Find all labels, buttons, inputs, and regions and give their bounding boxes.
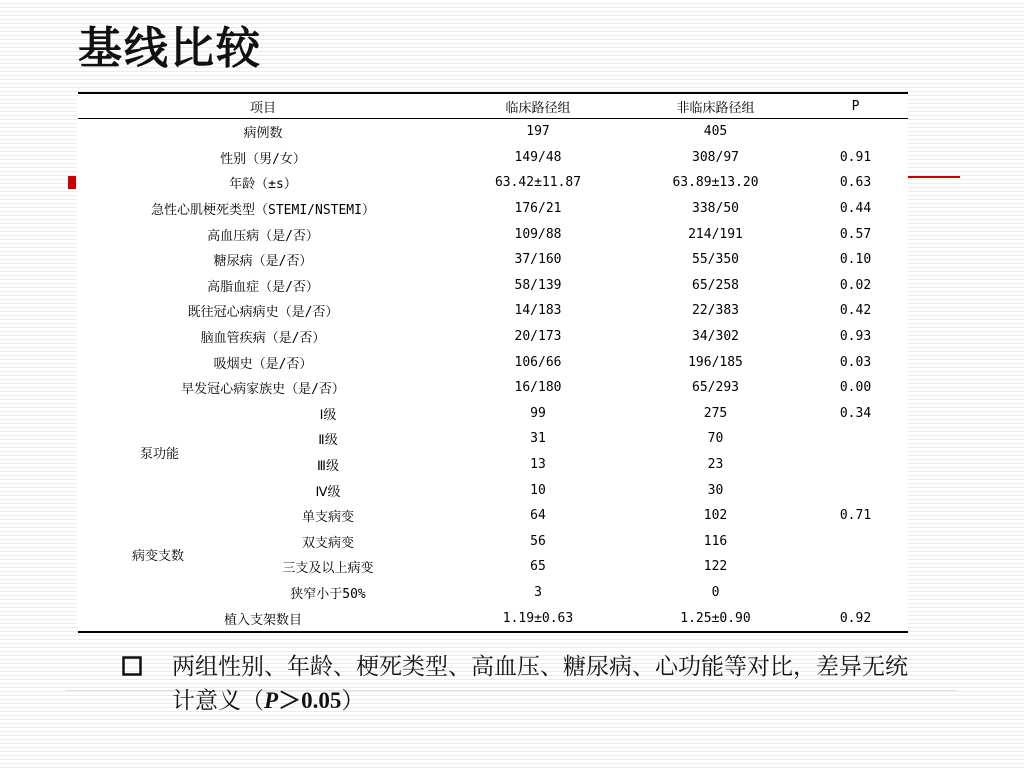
table-row <box>78 477 908 503</box>
decorative-red-square <box>68 176 76 189</box>
cell-p: 0.91 <box>839 149 872 165</box>
cell-item-group <box>78 554 448 580</box>
cell-item: 既往冠心病病史（是/否） <box>187 305 339 321</box>
decorative-red-line <box>908 176 960 178</box>
cell-group-b: 63.89±13.20 <box>672 175 759 191</box>
cell-group-b: 122 <box>703 559 728 575</box>
cell-p: 0.42 <box>839 303 872 319</box>
cell-group-b: 102 <box>703 508 728 524</box>
cell-group-a: 31 <box>530 431 546 447</box>
lesion-sub-label: 三支及以上病变 <box>282 561 374 577</box>
header-group-a: 临床路径组 <box>448 94 628 119</box>
cell-item-group <box>78 452 448 478</box>
cell-group-a: 197 <box>526 124 550 140</box>
table-row <box>78 349 908 375</box>
slide-title: 基线比较 <box>78 23 262 74</box>
cell-item: 性别（男/女） <box>220 151 306 167</box>
cell-p: 0.63 <box>839 175 872 191</box>
cell-group-b: 196/185 <box>688 354 743 370</box>
cell-group-a: 149/48 <box>514 149 562 165</box>
baseline-table <box>78 92 908 633</box>
header-p: P <box>803 94 908 119</box>
pump-sub-label: Ⅱ级 <box>318 433 338 449</box>
cell-item: 糖尿病（是/否） <box>213 254 313 270</box>
cell-p: 0.93 <box>839 329 872 345</box>
cell-group-a: 10 <box>530 482 546 498</box>
cell-item: 急性心肌梗死类型（STEMI/NSTEMI） <box>151 203 375 219</box>
cell-item: 高脂血症（是/否） <box>207 279 319 295</box>
cell-p: 0.03 <box>839 354 872 370</box>
note-close: ） <box>341 688 365 714</box>
table-row <box>78 273 908 299</box>
cell-p: 0.34 <box>839 405 872 421</box>
note-p-value: P＞0.05 <box>264 688 342 713</box>
cell-group-b: 338/50 <box>692 201 739 217</box>
table-row <box>78 196 908 222</box>
cell-p: 0.02 <box>839 277 872 293</box>
cell-p <box>803 119 908 145</box>
pump-sub-label: Ⅰ级 <box>319 407 337 423</box>
cell-group-a: 99 <box>530 405 546 421</box>
lesion-sub-label: 狭窄小于50% <box>290 586 366 602</box>
table-row <box>78 298 908 324</box>
cell-p: 0.57 <box>839 226 872 242</box>
pump-sub-label: Ⅲ级 <box>317 459 339 475</box>
cell-group-b: 405 <box>703 124 728 140</box>
cell-item-group <box>78 477 448 503</box>
cell-item-group <box>78 426 448 452</box>
table-row <box>78 503 908 529</box>
cell-group-b: 22/383 <box>692 303 739 319</box>
table-row <box>78 375 908 401</box>
cell-group-b: 214/191 <box>688 226 743 242</box>
cell-group-b: 65/293 <box>692 380 739 396</box>
cell-group-b: 0 <box>711 584 720 600</box>
header-item: 项目 <box>78 94 448 119</box>
pump-group-label: 泵功能 <box>140 446 180 462</box>
cell-item-group <box>78 529 448 555</box>
cell-group-b: 55/350 <box>692 252 739 268</box>
cell-item-group <box>78 580 448 606</box>
cell-group-a: 37/160 <box>514 252 562 268</box>
cell-group-b: 308/97 <box>692 149 739 165</box>
table-row <box>78 145 908 171</box>
cell-item: 高血压病（是/否） <box>207 228 319 244</box>
lesion-group-label: 病变支数 <box>132 549 185 565</box>
cell-group-a: 20/173 <box>514 329 562 345</box>
table-row <box>78 401 908 427</box>
cell-p: 0.71 <box>839 508 872 524</box>
table-row <box>78 247 908 273</box>
cell-group-b: 275 <box>703 405 728 421</box>
cell-group-b: 116 <box>703 533 728 549</box>
cell-p: 0.44 <box>839 201 872 217</box>
cell-group-b: 34/302 <box>692 329 739 345</box>
cell-p: 0.10 <box>839 252 872 268</box>
table-row <box>78 221 908 247</box>
table-row <box>78 580 908 606</box>
cell-group-a: 109/88 <box>514 226 562 242</box>
cell-group-a: 13 <box>530 457 546 473</box>
cell-group-a: 3 <box>534 584 542 600</box>
cell-item: 年龄（±s） <box>229 177 297 193</box>
cell-item: 病例数 <box>243 126 283 142</box>
cell-group-a: 64 <box>530 508 546 524</box>
cell-group-b: 65/258 <box>692 277 739 293</box>
cell-group-a: 106/66 <box>514 354 562 370</box>
table-row <box>78 324 908 350</box>
cell-p: 0.00 <box>839 380 872 396</box>
cell-group-b: 30 <box>707 482 724 498</box>
cell-item: 早发冠心病家族史（是/否） <box>181 382 345 398</box>
header-group-b: 非临床路径组 <box>628 94 803 119</box>
cell-group-a: 63.42±11.87 <box>494 175 582 191</box>
hollow-square-icon <box>122 656 142 676</box>
table-header-row <box>78 94 908 119</box>
cell-group-a: 14/183 <box>514 303 562 319</box>
cell-group-a: 56 <box>530 533 546 549</box>
lesion-sub-label: 单支病变 <box>301 510 354 526</box>
cell-p: 0.92 <box>839 610 872 626</box>
cell-group-b: 70 <box>707 431 724 447</box>
cell-item: 植入支架数目 <box>223 612 302 628</box>
table-row <box>78 452 908 478</box>
cell-group-b: 23 <box>707 457 724 473</box>
table-row <box>78 170 908 196</box>
cell-group-a: 65 <box>530 559 546 575</box>
table-row <box>78 529 908 555</box>
cell-item: 吸烟史（是/否） <box>213 356 313 372</box>
cell-group-a: 176/21 <box>514 201 562 217</box>
table-row <box>78 554 908 580</box>
pump-sub-label: Ⅳ级 <box>315 484 341 500</box>
note-text: 两组性别、年龄、梗死类型、高血压、糖尿病、心功能等对比，差异无统计意义（ <box>172 654 908 714</box>
table-row <box>78 119 908 145</box>
cell-item: 脑血管疾病（是/否） <box>200 331 326 347</box>
cell-group-b: 1.25±0.90 <box>680 610 751 626</box>
lesion-sub-label: 双支病变 <box>301 535 354 551</box>
table-row <box>78 605 908 631</box>
conclusion-note <box>172 650 912 718</box>
cell-group-a: 58/139 <box>514 277 562 293</box>
cell-group-a: 16/180 <box>514 380 562 396</box>
table-row <box>78 426 908 452</box>
cell-group-a: 1.19±0.63 <box>502 610 574 626</box>
